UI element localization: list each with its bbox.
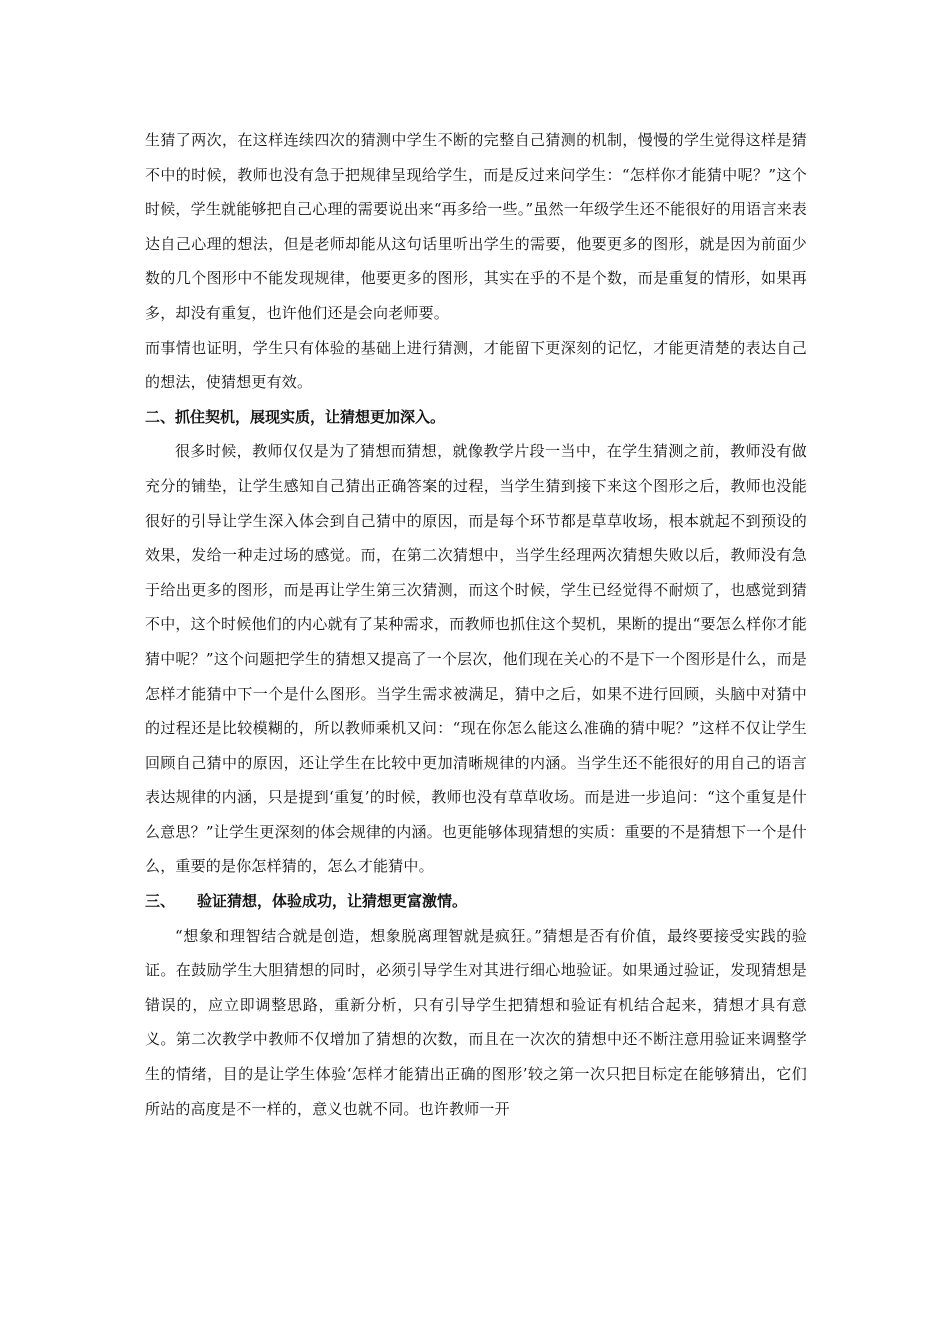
section-number-3: 三、 — [145, 892, 176, 911]
paragraph-continuation: 生猜了两次，在这样连续四次的猜测中学生不断的完整自己猜测的机制，慢慢的学生觉得这样是猜不中的时候，教师也没有急于把规律呈现给学生，而是反过来问学生：“怎样你才能猜中呢？”这个时候，学生就能够把自己心理的需要说出来“再多给一些。”虽然一年级学生还不能很好的用语言来表达自己心理的想法，但是老师却能从这句话里听出学生的需要，他要更多的图形，就是因为前面少数的几个图形中不能发现规律，他要更多的图形，其实在乎的不是个数，而是重复的情形，如果再多，却没有重复，也许他们还是会向老师要。 — [145, 131, 807, 322]
section-heading-3 — [145, 884, 807, 919]
section-heading-3-text: 验证猜想，体验成功，让猜想更富激情。 — [197, 892, 468, 911]
section-heading-2: 二、抓住契机，展现实质，让猜想更加深入。 — [145, 407, 446, 426]
document-body — [145, 123, 807, 1126]
section-2-body: 很多时候，教师仅仅是为了猜想而猜想，就像教学片段一当中，在学生猜测之前，教师没有做充分的铺垫，让学生感知自己猜出正确答案的过程，当学生猜到接下来这个图形之后，教师也没能很好的引导让学生深入体会到自己猜中的原因，而是每个环节都是草草收场，根本就起不到预设的效果，发给一种走过场的感觉。而，在第二次猜想中，当学生经理两次猜想失败以后，教师没有急于给出更多的图形，而是再让学生第三次猜测，而这个时候，学生已经觉得不耐烦了，也感觉到猜不中，这个时候他们的内心就有了某种需求，而教师也抓住这个契机，果断的提出“要怎么样你才能猜中呢？”这个问题把学生的猜想又提高了一个层次，他们现在关心的不是下一个图形是什么，而是怎样才能猜中下一个是什么图形。当学生需求被满足，猜中之后，如果不进行回顾，头脑中对猜中的过程还是比较模糊的，所以教师乘机又问：“现在你怎么能这么准确的猜中呢？”这样不仅让学生回顾自己猜中的原因，还让学生在比较中更加清晰规律的内涵。当学生还不能很好的用自己的语言表达规律的内涵，只是提到‘重复’的时候，教师也没有草草收场。而是进一步追问：“这个重复是什么意思？”让学生更深刻的体会规律的内涵。也更能够体现猜想的实质：重要的不是猜想下一个是什么，重要的是你怎样猜的，怎么才能猜中。 — [145, 442, 807, 876]
paragraph-conclusion: 而事情也证明，学生只有体验的基础上进行猜测，才能留下更深刻的记忆，才能更清楚的表达自己的想法，使猜想更有效。 — [145, 338, 807, 392]
section-3-body: “想象和理智结合就是创造，想象脱离理智就是疯狂。”猜想是否有价值，最终要接受实践的验证。在鼓励学生大胆猜想的同时，必须引导学生对其进行细心地验证。如果通过验证，发现猜想是错误的，应立即调整思路，重新分析，只有引导学生把猜想和验证有机结合起来，猜想才具有意义。第二次教学中教师不仅增加了猜想的次数，而且在一次次的猜想中还不断注意用验证来调整学生的情绪，目的是让学生体验‘怎样才能猜出正确的图形’较之第一次只把目标定在能够猜出，它们所站的高度是不一样的，意义也就不同。也许教师一开 — [145, 926, 807, 1118]
